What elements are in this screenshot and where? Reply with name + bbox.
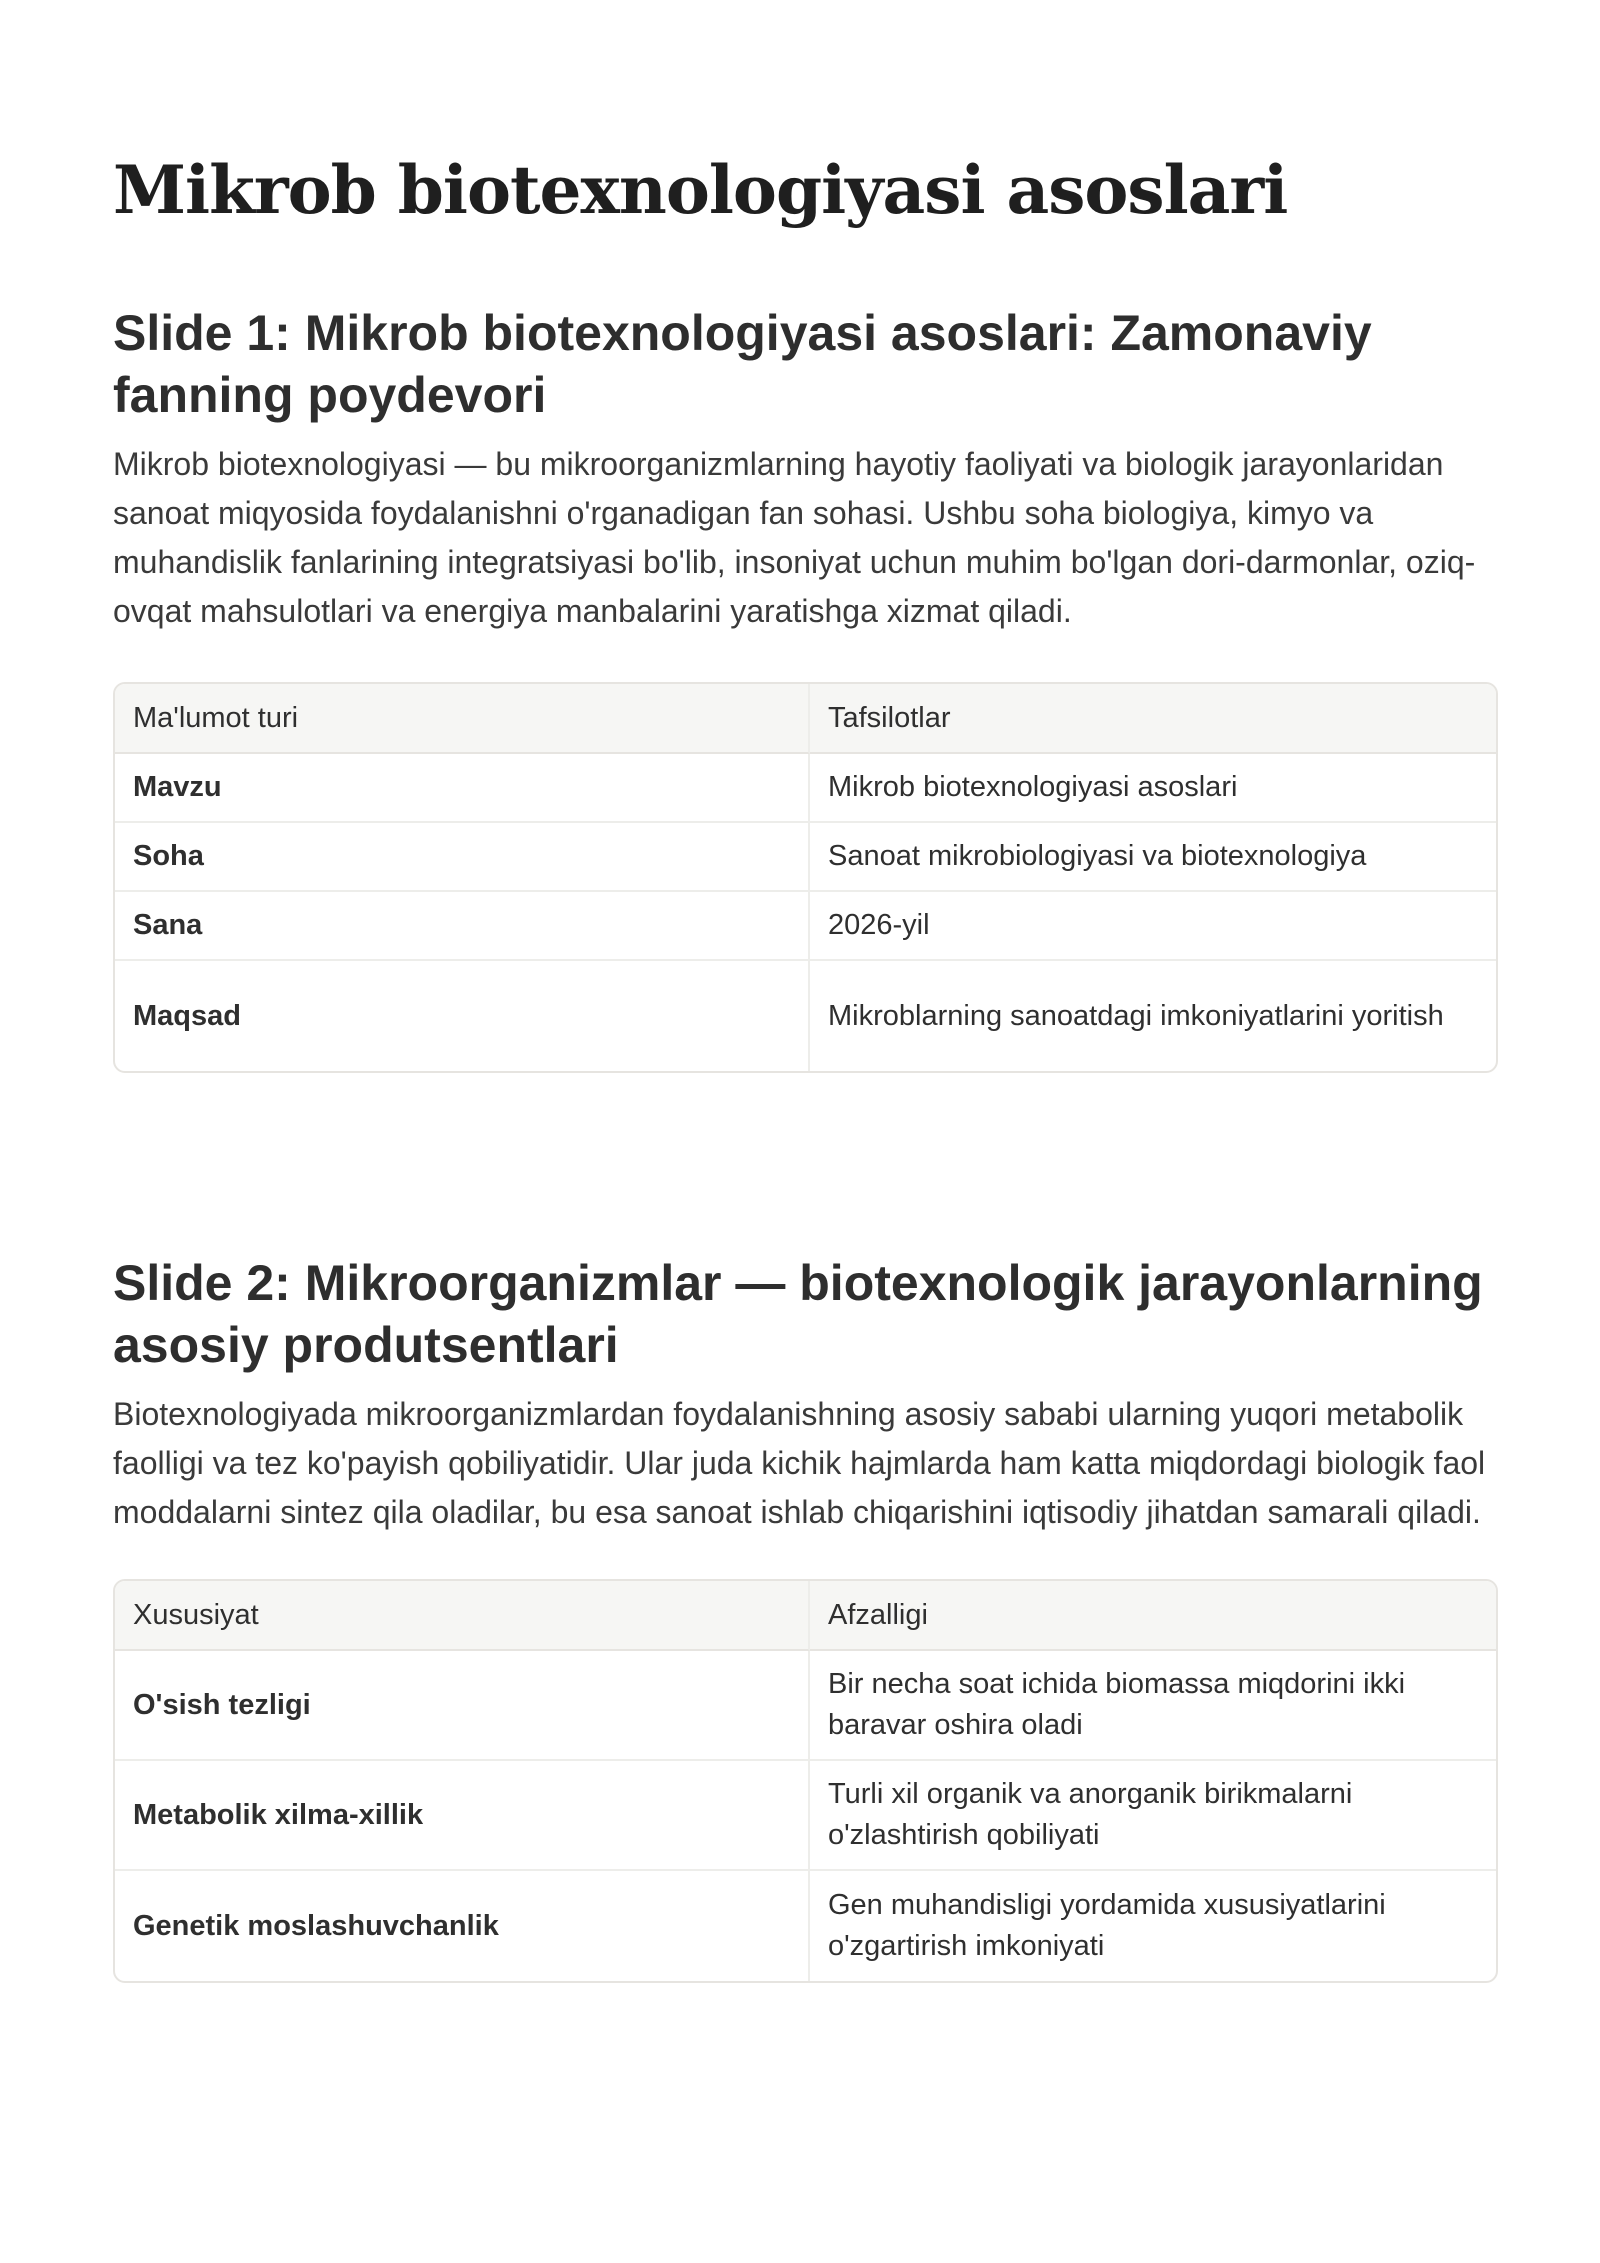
table-value-cell: Sanoat mikrobiologiyasi va biotexnologiya	[810, 823, 1496, 892]
slide-1-body: Mikrob biotexnologiyasi — bu mikroorganizmlarning hayotiy faoliyati va biologik jarayonlaridan sanoat miqyosida foydalanishni o'rganadigan fan sohasi. Ushbu soha biologiya, kimyo va muhandislik fanlarining integratsiyasi bo'lib, insoniyat uchun muhim bo'lgan dori-darmonlar, oziq-ovqat mahsulotlari va energiya manbalarini yaratishga xizmat qiladi.	[113, 446, 1476, 629]
table-header-cell: Xususiyat	[115, 1581, 810, 1651]
table-value-cell: Gen muhandisligi yordamida xususiyatlarini o'zgartirish imkoniyati	[828, 1889, 1386, 1962]
table-row	[115, 823, 1496, 892]
table-header-cell: Afzalligi	[810, 1581, 1496, 1651]
slide-1-table	[113, 682, 1498, 1073]
table-key-cell: Mavzu	[115, 754, 810, 823]
table-key-cell: Maqsad	[115, 961, 810, 1071]
table-value-cell: Mikrob biotexnologiyasi asoslari	[810, 754, 1496, 823]
table-header-row	[115, 684, 1496, 754]
document-title: Mikrob biotexnologiyasi asoslari	[113, 151, 1288, 229]
table-key-cell: Soha	[115, 823, 810, 892]
slide-1-section	[113, 302, 1498, 1073]
table-header-row	[115, 1581, 1496, 1651]
slide-2-table	[113, 1579, 1498, 1983]
table-row	[115, 1761, 1496, 1871]
table-row	[115, 961, 1496, 1071]
table-key-cell: Metabolik xilma-xillik	[115, 1761, 810, 1871]
slide-2-body: Biotexnologiyada mikroorganizmlardan foydalanishning asosiy sababi ularning yuqori metabolik faolligi va tez ko'payish qobiliyatidir. Ular juda kichik hajmlarda ham katta miqdordagi biologik faol moddalarni sintez qila oladilar, bu esa sanoat ishlab chiqarishini iqtisodiy jihatdan samarali qiladi.	[113, 1396, 1486, 1530]
table-value-cell: Turli xil organik va anorganik birikmalarni o'zlashtirish qobiliyati	[810, 1761, 1496, 1871]
slide-1-title: Slide 1: Mikrob biotexnologiyasi asoslari: Zamonaviy fanning poydevori	[113, 305, 1372, 423]
table-key-cell: O'sish tezligi	[115, 1651, 810, 1761]
table-header-cell: Ma'lumot turi	[115, 684, 810, 754]
table-row	[115, 892, 1496, 961]
slide-2-title: Slide 2: Mikroorganizmlar — biotexnologik jarayonlarning asosiy produtsentlari	[113, 1255, 1483, 1373]
table-row	[115, 1651, 1496, 1761]
table-row	[115, 754, 1496, 823]
table-value-cell: Mikroblarning sanoatdagi imkoniyatlarini yoritish	[828, 999, 1444, 1032]
table-key-cell: Sana	[115, 892, 810, 961]
table-value-cell: Bir necha soat ichida biomassa miqdorini ikki baravar oshira oladi	[810, 1651, 1496, 1761]
table-key-cell: Genetik moslashuvchanlik	[115, 1871, 810, 1981]
slide-2-section	[113, 1252, 1498, 1983]
table-header-cell: Tafsilotlar	[810, 684, 1496, 754]
table-value-cell: 2026-yil	[810, 892, 1496, 961]
table-row	[115, 1871, 1496, 1981]
